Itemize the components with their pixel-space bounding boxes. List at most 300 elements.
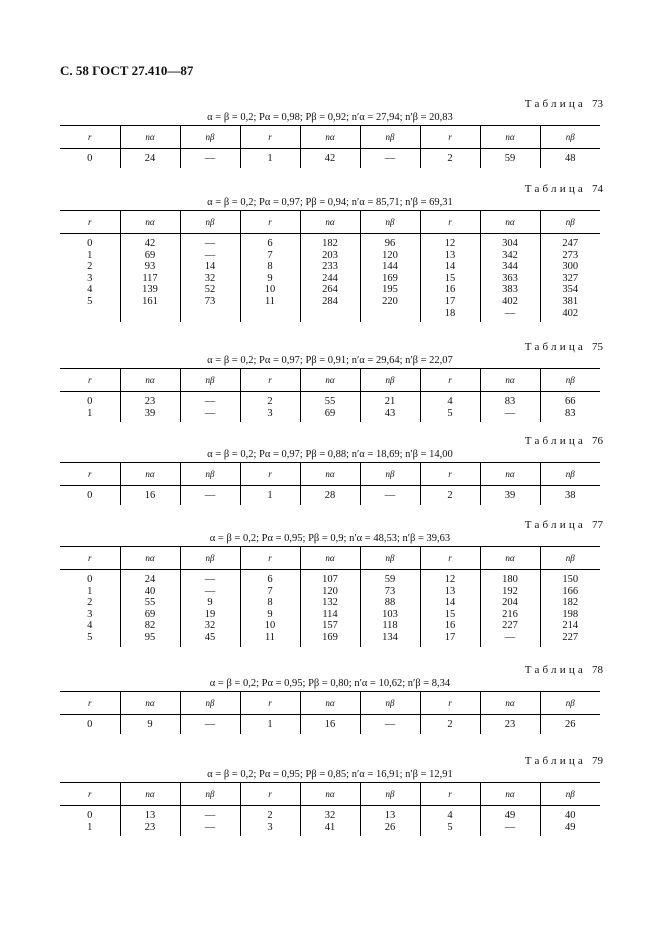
table-cell: 6: [240, 570, 300, 586]
table-cell: 1: [240, 715, 300, 734]
table-cell: 1: [87, 585, 93, 597]
table-cell: 14: [180, 261, 240, 273]
table-cell: 2: [240, 806, 300, 822]
table-cell: 32: [180, 273, 240, 285]
table-row: [60, 392, 600, 408]
table-cell: 1: [240, 149, 300, 168]
table-row: [60, 284, 600, 296]
table-cell: 8: [240, 261, 300, 273]
table-cell: 402: [480, 296, 540, 308]
table-cell: 10: [240, 620, 300, 632]
table-cell: 192: [480, 586, 540, 598]
column-header: r: [60, 126, 120, 149]
table-cell: 15: [420, 609, 480, 621]
table-formula: α = β = 0,2; Pα = 0,97; Pβ = 0,91; n′α = 29,64; n′β = 22,07: [207, 355, 453, 366]
table-cell: [60, 308, 120, 323]
table-cell: 26: [360, 822, 420, 837]
table-cell: 244: [300, 273, 360, 285]
table-cell: 227: [480, 620, 540, 632]
table-cell: 0: [87, 719, 93, 730]
column-header: nβ: [180, 211, 240, 234]
column-header: r: [60, 369, 120, 392]
table-cell: —: [360, 715, 420, 734]
column-header: r: [420, 692, 480, 715]
table-caption: [60, 519, 603, 532]
table-cell: 9: [240, 273, 300, 285]
data-table: [60, 368, 600, 422]
table-cell: 69: [120, 609, 180, 621]
column-header: r: [60, 211, 120, 234]
column-header: nβ: [360, 783, 420, 806]
column-header: nα: [120, 126, 180, 149]
column-header: r: [420, 126, 480, 149]
table-cell: 66: [540, 392, 600, 408]
table-cell: 24: [120, 570, 180, 586]
table-row: [60, 822, 600, 837]
column-header: nβ: [360, 692, 420, 715]
column-header: nβ: [180, 463, 240, 486]
table-cell: 3: [240, 822, 300, 837]
caption-label: Таблица: [524, 519, 586, 531]
data-table: [60, 462, 600, 505]
table-cell: —: [180, 822, 240, 837]
column-header: nα: [120, 369, 180, 392]
table-cell: 4: [87, 620, 93, 632]
table-cell: [120, 308, 180, 323]
table-77: [60, 519, 603, 647]
table-79: [60, 755, 603, 836]
data-table: [60, 125, 600, 168]
table-cell: 4: [420, 806, 480, 822]
table-cell: 2: [420, 149, 480, 168]
table-formula: α = β = 0,2; Pα = 0,97; Pβ = 0,94; n′α = 85,71; n′β = 69,31: [207, 197, 453, 208]
table-cell: 3: [87, 272, 93, 284]
table-cell: 139: [120, 284, 180, 296]
table-row: [60, 586, 600, 598]
table-caption: [60, 98, 603, 111]
column-header: r: [240, 783, 300, 806]
table-cell: —: [180, 234, 240, 250]
table-cell: —: [180, 408, 240, 423]
table-cell: 23: [480, 715, 540, 734]
table-cell: 0: [87, 490, 93, 501]
table-cell: 233: [300, 261, 360, 273]
table-cell: 69: [120, 250, 180, 262]
table-number: 74: [592, 183, 603, 195]
table-formula: α = β = 0,2; Pα = 0,97; Pβ = 0,88; n′α = 18,69; n′β = 14,00: [207, 449, 453, 460]
column-header: nα: [300, 126, 360, 149]
table-cell: 3: [87, 608, 93, 620]
table-cell: 0: [87, 574, 93, 585]
table-cell: 83: [480, 392, 540, 408]
table-cell: 16: [420, 284, 480, 296]
table-cell: —: [180, 486, 240, 505]
table-cell: 13: [360, 806, 420, 822]
table-cell: 1: [87, 249, 93, 261]
table-cell: 13: [420, 586, 480, 598]
column-header: nα: [120, 783, 180, 806]
data-table: [60, 691, 600, 734]
table-number: 77: [592, 519, 603, 531]
table-cell: 93: [120, 261, 180, 273]
table-row: [60, 715, 600, 734]
table-cell: 198: [540, 609, 600, 621]
table-row: [60, 609, 600, 621]
column-header: r: [240, 692, 300, 715]
table-cell: 82: [120, 620, 180, 632]
table-cell: 3: [240, 408, 300, 423]
table-cell: 73: [180, 296, 240, 308]
table-cell: 5: [87, 631, 93, 643]
table-cell: 169: [360, 273, 420, 285]
column-header: nβ: [180, 126, 240, 149]
table-cell: 13: [120, 806, 180, 822]
caption-label: Таблица: [524, 755, 586, 767]
table-cell: 2: [87, 261, 93, 273]
table-cell: 5: [420, 408, 480, 423]
table-75: [60, 341, 603, 422]
table-cell: 88: [360, 597, 420, 609]
table-cell: 5: [420, 822, 480, 837]
table-cell: 4: [420, 392, 480, 408]
column-header: nα: [120, 211, 180, 234]
column-header: r: [60, 783, 120, 806]
caption-label: Таблица: [524, 98, 586, 110]
table-row: [60, 234, 600, 250]
table-cell: 284: [300, 296, 360, 308]
table-cell: 95: [120, 632, 180, 647]
table-row: [60, 261, 600, 273]
table-cell: —: [360, 149, 420, 168]
table-cell: 21: [360, 392, 420, 408]
table-cell: 107: [300, 570, 360, 586]
column-header: nα: [300, 692, 360, 715]
table-row: [60, 149, 600, 168]
table-caption: [60, 435, 603, 448]
column-header: nα: [300, 547, 360, 570]
column-header: r: [420, 463, 480, 486]
table-cell: 59: [360, 570, 420, 586]
column-header: nα: [480, 126, 540, 149]
table-cell: 49: [480, 806, 540, 822]
table-cell: 17: [420, 296, 480, 308]
table-cell: —: [480, 408, 540, 423]
data-table: [60, 782, 600, 836]
table-cell: 0: [87, 238, 93, 249]
table-cell: 132: [300, 597, 360, 609]
table-cell: 0: [87, 810, 93, 821]
page-header: С. 58 ГОСТ 27.410—87: [60, 63, 194, 78]
table-cell: 216: [480, 609, 540, 621]
table-cell: 14: [420, 597, 480, 609]
column-header: nα: [480, 783, 540, 806]
table-cell: 32: [180, 620, 240, 632]
column-header: nα: [120, 547, 180, 570]
table-cell: 83: [540, 408, 600, 423]
column-header: nα: [480, 692, 540, 715]
table-cell: 28: [300, 486, 360, 505]
table-cell: 39: [120, 408, 180, 423]
table-cell: 120: [300, 586, 360, 598]
table-cell: 17: [420, 632, 480, 647]
column-header: nβ: [540, 126, 600, 149]
column-header: r: [420, 783, 480, 806]
table-cell: 8: [240, 597, 300, 609]
table-cell: 273: [540, 250, 600, 262]
table-cell: 40: [540, 806, 600, 822]
table-cell: 1: [240, 486, 300, 505]
table-row: [60, 620, 600, 632]
table-cell: 40: [120, 586, 180, 598]
table-cell: 2: [420, 486, 480, 505]
table-cell: 7: [240, 250, 300, 262]
table-cell: 42: [300, 149, 360, 168]
caption-label: Таблица: [524, 341, 586, 353]
table-row: [60, 273, 600, 285]
table-cell: 134: [360, 632, 420, 647]
table-cell: 23: [120, 392, 180, 408]
table-cell: 402: [540, 308, 600, 323]
table-cell: 103: [360, 609, 420, 621]
table-cell: 48: [540, 149, 600, 168]
table-row: [60, 296, 600, 308]
table-formula: α = β = 0,2; Pα = 0,98; Pβ = 0,92; n′α = 27,94; n′β = 20,83: [207, 112, 453, 123]
column-header: nα: [480, 463, 540, 486]
table-number: 78: [592, 664, 603, 676]
table-cell: 6: [240, 234, 300, 250]
table-cell: —: [480, 632, 540, 647]
table-row: [60, 308, 600, 323]
column-header: nα: [300, 369, 360, 392]
table-row: [60, 570, 600, 586]
table-cell: 2: [420, 715, 480, 734]
table-cell: 2: [240, 392, 300, 408]
table-cell: 383: [480, 284, 540, 296]
table-cell: 32: [300, 806, 360, 822]
column-header: nα: [480, 547, 540, 570]
table-cell: 2: [87, 597, 93, 609]
table-cell: 327: [540, 273, 600, 285]
table-cell: 227: [540, 632, 600, 647]
table-cell: —: [480, 308, 540, 323]
column-header: r: [240, 126, 300, 149]
column-header: nβ: [360, 211, 420, 234]
table-formula: α = β = 0,2; Pα = 0,95; Pβ = 0,9; n′α = 48,53; n′β = 39,63: [209, 533, 451, 544]
column-header: nβ: [540, 369, 600, 392]
table-row: [60, 486, 600, 505]
caption-label: Таблица: [524, 435, 586, 447]
table-caption: [60, 755, 603, 768]
column-header: r: [420, 211, 480, 234]
table-cell: 157: [300, 620, 360, 632]
table-cell: 55: [120, 597, 180, 609]
table-cell: 16: [420, 620, 480, 632]
table-cell: 220: [360, 296, 420, 308]
table-cell: 1: [87, 821, 93, 833]
table-cell: 42: [120, 234, 180, 250]
table-number: 75: [592, 341, 603, 353]
column-header: nβ: [180, 547, 240, 570]
table-cell: [300, 308, 360, 323]
table-cell: 354: [540, 284, 600, 296]
table-cell: 9: [180, 597, 240, 609]
table-cell: 264: [300, 284, 360, 296]
table-cell: 195: [360, 284, 420, 296]
table-cell: 43: [360, 408, 420, 423]
table-cell: —: [180, 570, 240, 586]
table-cell: 161: [120, 296, 180, 308]
table-cell: 10: [240, 284, 300, 296]
table-number: 76: [592, 435, 603, 447]
table-cell: 144: [360, 261, 420, 273]
table-cell: 9: [240, 609, 300, 621]
table-row: [60, 597, 600, 609]
table-caption: [60, 183, 603, 196]
table-cell: 45: [180, 632, 240, 647]
table-cell: 16: [120, 486, 180, 505]
table-cell: 182: [300, 234, 360, 250]
table-cell: —: [180, 250, 240, 262]
data-table: [60, 210, 600, 322]
table-cell: 39: [480, 486, 540, 505]
table-cell: 169: [300, 632, 360, 647]
table-formula: α = β = 0,2; Pα = 0,95; Pβ = 0,80; n′α = 10,62; n′β = 8,34: [209, 678, 451, 689]
table-cell: 5: [87, 295, 93, 307]
caption-label: Таблица: [524, 183, 586, 195]
table-cell: 38: [540, 486, 600, 505]
table-74: [60, 183, 603, 322]
table-cell: 73: [360, 586, 420, 598]
table-cell: —: [180, 806, 240, 822]
column-header: r: [60, 692, 120, 715]
table-cell: 204: [480, 597, 540, 609]
column-header: nβ: [540, 692, 600, 715]
table-cell: 166: [540, 586, 600, 598]
caption-label: Таблица: [524, 664, 586, 676]
table-row: [60, 632, 600, 647]
table-number: 79: [592, 755, 603, 767]
table-cell: 9: [120, 715, 180, 734]
column-header: nα: [300, 463, 360, 486]
column-header: nα: [300, 211, 360, 234]
table-cell: 0: [87, 396, 93, 407]
column-header: nα: [300, 783, 360, 806]
table-76: [60, 435, 603, 505]
column-header: nβ: [540, 783, 600, 806]
table-cell: 342: [480, 250, 540, 262]
table-cell: 300: [540, 261, 600, 273]
table-cell: —: [180, 586, 240, 598]
column-header: nα: [480, 211, 540, 234]
table-cell: 96: [360, 234, 420, 250]
table-cell: 117: [120, 273, 180, 285]
table-cell: 150: [540, 570, 600, 586]
column-header: r: [240, 369, 300, 392]
data-table: [60, 546, 600, 647]
table-cell: 247: [540, 234, 600, 250]
column-header: nβ: [180, 369, 240, 392]
table-cell: 120: [360, 250, 420, 262]
column-header: r: [60, 547, 120, 570]
column-header: nβ: [360, 126, 420, 149]
column-header: nβ: [540, 547, 600, 570]
table-cell: 180: [480, 570, 540, 586]
table-cell: 182: [540, 597, 600, 609]
table-cell: —: [180, 392, 240, 408]
column-header: nβ: [540, 463, 600, 486]
column-header: nβ: [540, 211, 600, 234]
table-cell: 344: [480, 261, 540, 273]
column-header: nβ: [180, 783, 240, 806]
table-caption: [60, 341, 603, 354]
column-header: r: [420, 547, 480, 570]
table-cell: 19: [180, 609, 240, 621]
table-cell: 0: [87, 153, 93, 164]
column-header: nα: [120, 463, 180, 486]
column-header: r: [420, 369, 480, 392]
table-cell: 304: [480, 234, 540, 250]
table-cell: —: [180, 715, 240, 734]
table-cell: —: [180, 149, 240, 168]
table-78: [60, 664, 603, 734]
table-cell: 26: [540, 715, 600, 734]
table-cell: 203: [300, 250, 360, 262]
table-cell: 381: [540, 296, 600, 308]
table-cell: 114: [300, 609, 360, 621]
table-cell: 214: [540, 620, 600, 632]
table-cell: 41: [300, 822, 360, 837]
table-cell: 24: [120, 149, 180, 168]
column-header: r: [240, 547, 300, 570]
table-row: [60, 806, 600, 822]
table-cell: 55: [300, 392, 360, 408]
table-cell: 18: [420, 308, 480, 323]
column-header: nα: [120, 692, 180, 715]
table-cell: 4: [87, 284, 93, 296]
table-cell: 69: [300, 408, 360, 423]
table-cell: 15: [420, 273, 480, 285]
table-cell: 49: [540, 822, 600, 837]
column-header: r: [60, 463, 120, 486]
table-cell: 11: [240, 632, 300, 647]
table-cell: —: [360, 486, 420, 505]
table-cell: 52: [180, 284, 240, 296]
table-73: [60, 98, 603, 168]
column-header: r: [240, 463, 300, 486]
table-cell: 12: [420, 570, 480, 586]
column-header: nβ: [360, 369, 420, 392]
table-cell: 363: [480, 273, 540, 285]
column-header: nβ: [360, 463, 420, 486]
table-cell: 11: [240, 296, 300, 308]
table-cell: [180, 308, 240, 323]
table-cell: [360, 308, 420, 323]
table-cell: 14: [420, 261, 480, 273]
table-cell: 13: [420, 250, 480, 262]
column-header: nα: [480, 369, 540, 392]
table-formula: α = β = 0,2; Pα = 0,95; Pβ = 0,85; n′α = 16,91; n′β = 12,91: [207, 769, 453, 780]
table-cell: 23: [120, 822, 180, 837]
table-cell: —: [480, 822, 540, 837]
column-header: nβ: [360, 547, 420, 570]
table-caption: [60, 664, 603, 677]
table-cell: 1: [87, 407, 93, 419]
table-row: [60, 250, 600, 262]
table-cell: 16: [300, 715, 360, 734]
table-cell: 118: [360, 620, 420, 632]
column-header: r: [240, 211, 300, 234]
table-cell: 12: [420, 234, 480, 250]
